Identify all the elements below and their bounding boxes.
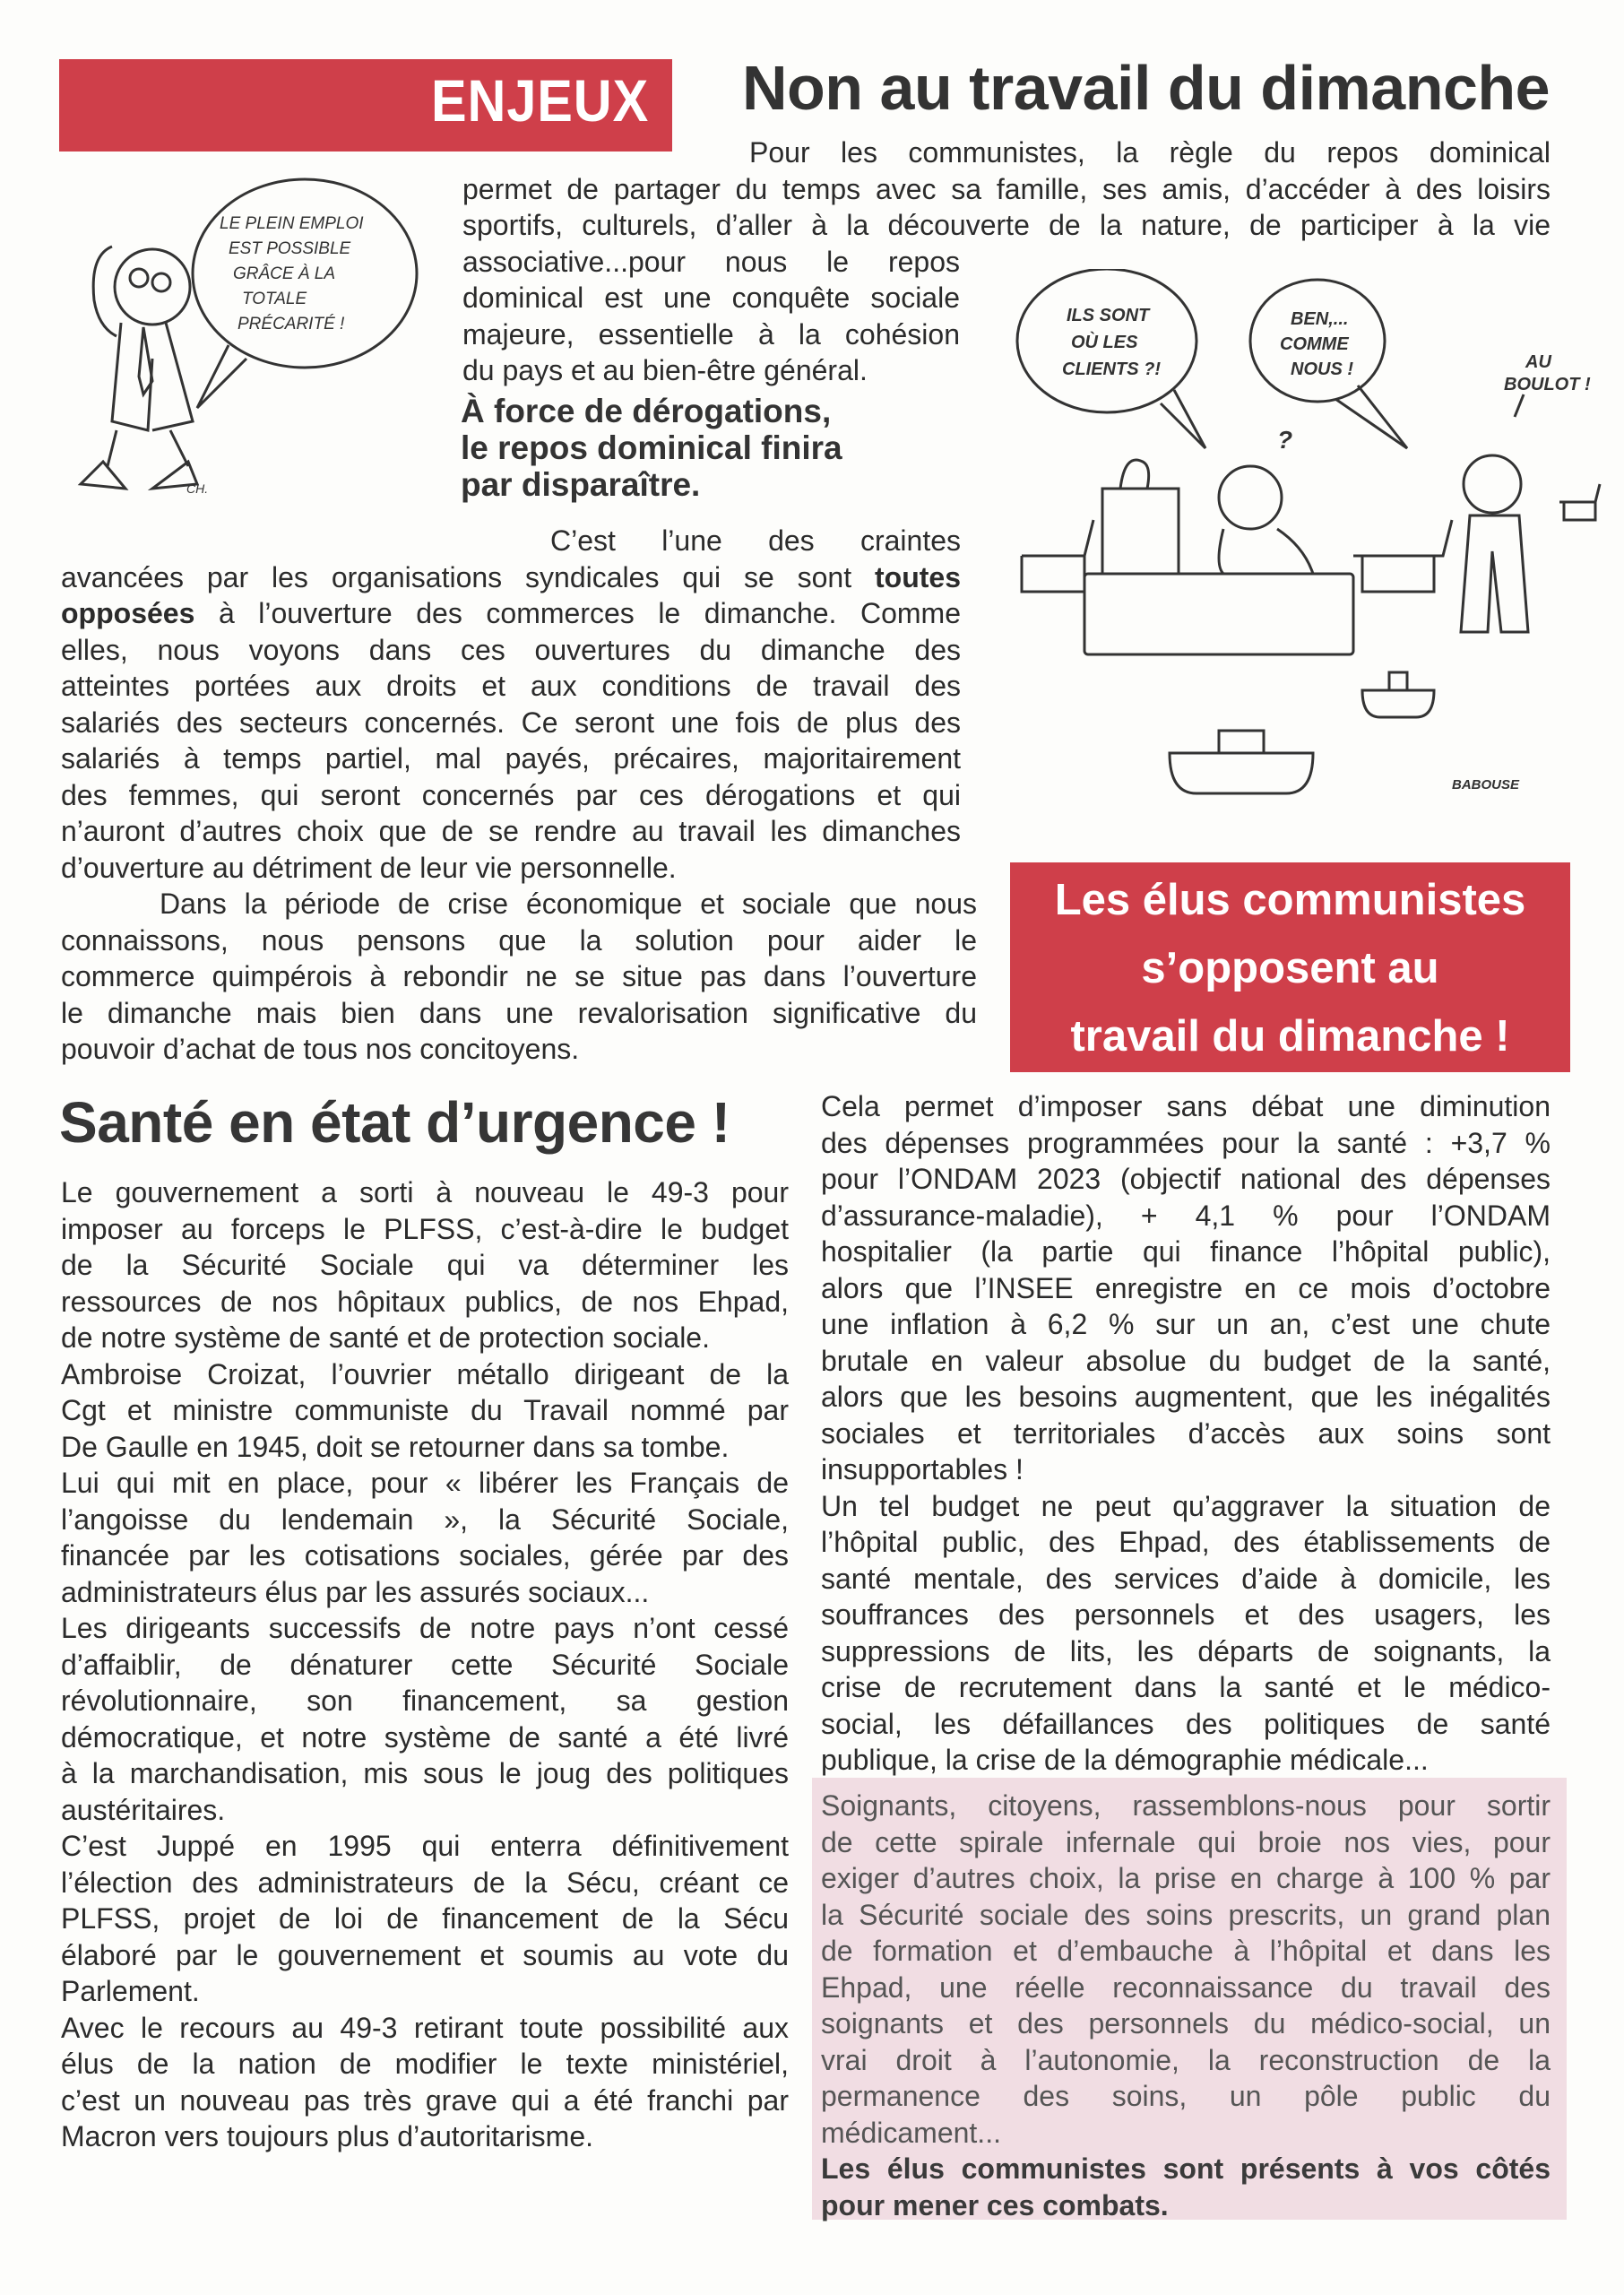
text-line: austéritaires. <box>61 1793 226 1826</box>
section-label: ENJEUX <box>430 67 649 134</box>
speech-line: PRÉCARITÉ ! <box>238 315 345 333</box>
speech-line: EST POSSIBLE <box>229 239 351 258</box>
speech-line: LE PLEIN EMPLOI <box>220 214 364 233</box>
text-line: hospitalier (la partie qui finance l’hôpital public), <box>821 1235 1551 1268</box>
speech-line: GRÂCE À LA <box>233 264 336 283</box>
text-line: Cgt et ministre communiste du Travail nommé par <box>61 1394 789 1426</box>
text-line: elles, nous voyons dans ces ouvertures du dimanche des <box>61 633 961 666</box>
article1-body <box>61 523 977 1068</box>
subheading-line: À force de dérogations, <box>461 393 832 429</box>
call-to-action-text <box>821 1788 1551 2223</box>
text-line: à la marchandisation, mis sous le joug des politiques <box>61 1757 789 1789</box>
text-line: Le gouvernement a sorti à nouveau le 49-3 pour <box>61 1176 789 1208</box>
article1-subheading <box>461 393 842 503</box>
text-line: C’est Juppé en 1995 qui enterra définitivement <box>61 1830 789 1862</box>
text-line: démocratique, et notre système de santé a été livré <box>61 1720 789 1754</box>
text-line: santé mentale, des services d’aide à domicile, les <box>821 1562 1551 1595</box>
cartoon-signature: CH. <box>186 481 209 496</box>
text-line: Cela permet d’imposer sans débat une diminution <box>821 1090 1551 1122</box>
text-line: de formation et d’embauche à l’hôpital et dans les <box>821 1935 1551 1967</box>
text-line: l’élection des administrateurs de la Sécu, créant ce <box>61 1866 789 1899</box>
speech-line: TOTALE <box>242 290 307 308</box>
text-line: PLFSS, projet de loi de financement de la Sécu <box>61 1902 789 1935</box>
text-line: n’auront d’autres choix que de se rendre au travail les dimanches <box>61 815 961 847</box>
text-line: exiger d’autres choix, la prise en charge à 100 % par <box>821 1862 1551 1894</box>
cartoon-man-illustration <box>54 166 430 507</box>
text-line: brutale en valeur absolue du budget de la santé, <box>821 1344 1551 1377</box>
text-line: d’affaiblir, de dénaturer cette Sécurité Sociale <box>61 1648 789 1681</box>
text-line: crise de recrutement dans la santé et le médico- <box>821 1671 1551 1703</box>
text-line: social, les défaillances des politiques de santé <box>821 1707 1551 1740</box>
text-line: atteintes portées aux droits et aux conditions de travail des <box>61 670 961 702</box>
text-line: Un tel budget ne peut qu’aggraver la situation de <box>821 1489 1551 1522</box>
text-line: de notre système de santé et de protection sociale. <box>61 1321 710 1354</box>
text-line: d’ouverture au détriment de leur vie personnelle. <box>61 851 677 884</box>
callout-line: Les élus communistes <box>1054 876 1526 924</box>
text-line: l’angoisse du lendemain », la Sécurité Sociale, <box>61 1503 789 1536</box>
callout-line: travail du dimanche ! <box>1070 1012 1510 1061</box>
text-line: Macron vers toujours plus d’autoritarisme. <box>61 2120 594 2152</box>
text-line: sociales et territoriales d’accès aux soins sont <box>821 1416 1551 1450</box>
text-line: l’hôpital public, des Ehpad, des établissements de <box>821 1526 1551 1558</box>
text-line: financée par les cotisations sociales, gérée par des <box>61 1539 789 1572</box>
text-line: alors que les besoins augmentent, que les inégalités <box>821 1381 1551 1413</box>
text-line: Pour les communistes, la règle du repos dominical <box>749 136 1551 169</box>
text-line: des dépenses programmées pour la santé : +3,7 % <box>821 1126 1551 1159</box>
text-line: de la Sécurité Sociale qui va déterminer les <box>61 1249 789 1281</box>
text-line: Les dirigeants successifs de notre pays n’ont cessé <box>61 1612 789 1644</box>
text-line: le dimanche mais bien dans une revalorisation significative du <box>61 996 977 1029</box>
text-line: majeure, essentielle à la cohésion <box>462 317 960 351</box>
text-line: suppressions de lits, les départs de soignants, la <box>821 1634 1551 1667</box>
text-line: Soignants, citoyens, rassemblons-nous pour sortir <box>821 1789 1551 1822</box>
text-line: Ehpad, une réelle reconnaissance du travail des <box>821 1970 1551 2004</box>
article2-left-column <box>61 1174 789 2155</box>
text-line: Lui qui mit en place, pour « libérer les Français de <box>61 1467 789 1499</box>
text-line: connaissons, nous pensons que la solution pour aider le <box>61 923 977 957</box>
speech-line: COMME <box>1280 334 1349 354</box>
subheading-line: le repos dominical finira <box>461 429 842 466</box>
text-line: Les élus communistes sont présents à vos côtés <box>821 2152 1551 2185</box>
text-line: élaboré par le gouvernement et soumis au vote du <box>61 1938 789 1971</box>
text-line: des femmes, qui seront concernés par ces dérogations et qui <box>61 778 961 811</box>
text-line: salariés à temps partiel, mal payés, précaires, majoritairement <box>61 742 961 775</box>
question-mark: ? <box>1277 426 1293 454</box>
article2-title: Santé en état d’urgence ! <box>59 1090 730 1155</box>
text-line: De Gaulle en 1945, doit se retourner dans sa tombe. <box>61 1430 730 1463</box>
speech-line: NOUS ! <box>1291 359 1353 379</box>
text-line: alors que l’INSEE enregistre en ce mois d’octobre <box>821 1271 1551 1304</box>
text-line: permet de partager du temps avec sa famille, ses amis, d’accéder à des loisirs <box>462 172 1551 205</box>
text-line: soignants et des personnels du médico-social, un <box>821 2007 1551 2040</box>
text-line: révolutionnaire, son financement, sa gestion <box>61 1684 789 1717</box>
text-line: ressources de nos hôpitaux publics, de nos Ehpad, <box>61 1285 789 1318</box>
text-line: sportifs, culturels, d’aller à la découverte de la nature, de participer à la vie <box>462 209 1551 241</box>
text-line: Dans la période de crise économique et sociale que nous <box>160 888 977 920</box>
text-line: Parlement. <box>61 1975 200 2007</box>
cartoon-supermarket-illustration <box>995 269 1613 834</box>
text-line: administrateurs élus par les assurés sociaux... <box>61 1575 650 1608</box>
text-line: commerce quimpérois à rebondir ne se situe pas dans l’ouverture <box>61 960 977 992</box>
text-line: imposer au forceps le PLFSS, c’est-à-dire le budget <box>61 1212 789 1245</box>
text-line: C’est l’une des craintes <box>550 524 961 557</box>
text-line: d’assurance-maladie), + 4,1 % pour l’ONDAM <box>821 1199 1551 1232</box>
text-line: souffrances des personnels et des usagers, les <box>821 1598 1551 1631</box>
text-line: pour mener ces combats. <box>821 2188 1169 2221</box>
text-line: Avec le recours au 49-3 retirant toute possibilité aux <box>61 2011 789 2044</box>
speech-line: BEN,... <box>1291 309 1349 329</box>
text-line: dominical est une conquête sociale <box>462 281 960 314</box>
speech-line: CLIENTS ?! <box>1062 359 1161 379</box>
subheading-line: par disparaître. <box>461 466 701 503</box>
text-line: une inflation à 6,2 % sur un an, c’est une chute <box>821 1308 1551 1340</box>
text-line: Ambroise Croizat, l’ouvrier métallo dirigeant de la <box>61 1357 789 1390</box>
speech-line: BOULOT ! <box>1504 375 1591 394</box>
text-line: du pays et au bien-être général. <box>462 354 868 386</box>
text-line: opposées à l’ouverture des commerces le dimanche. Comme <box>61 597 962 629</box>
article-title: Non au travail du dimanche <box>742 53 1551 123</box>
text-line: c’est un nouveau pas très grave qui a été franchi par <box>61 2083 789 2117</box>
callout-banner <box>1010 862 1570 1072</box>
text-line: médicament... <box>821 2116 1001 2149</box>
cartoon-signature: BABOUSE <box>1452 777 1520 792</box>
text-line: avancées par les organisations syndicales qui se sont toutes <box>61 560 961 593</box>
speech-line: OÙ LES <box>1071 333 1138 352</box>
text-line: associative...pour nous le repos <box>462 245 960 278</box>
text-line: insupportables ! <box>821 1453 1024 1485</box>
callout-line: s’opposent au <box>1141 944 1439 992</box>
text-line: publique, la crise de la démographie médicale... <box>821 1744 1429 1776</box>
article2-right-column <box>821 1088 1551 1779</box>
text-line: la Sécurité sociale des soins prescrits, un grand plan <box>821 1898 1551 1931</box>
text-line: pour l’ONDAM 2023 (objectif national des dépenses <box>821 1163 1551 1195</box>
text-line: vrai droit à l’autonomie, la reconstruction de la <box>821 2043 1551 2076</box>
speech-line: ILS SONT <box>1067 306 1150 325</box>
speech-line: AU <box>1525 352 1551 372</box>
text-line: pouvoir d’achat de tous nos concitoyens. <box>61 1033 580 1065</box>
text-line: élus de la nation de modifier le texte ministériel, <box>61 2048 789 2080</box>
text-line: salariés des secteurs concernés. Ce seront une fois de plus des <box>61 706 961 739</box>
text-line: de cette spirale infernale qui broie nos vies, pour <box>821 1825 1551 1858</box>
text-line: permanence des soins, un pôle public du <box>821 2080 1551 2112</box>
